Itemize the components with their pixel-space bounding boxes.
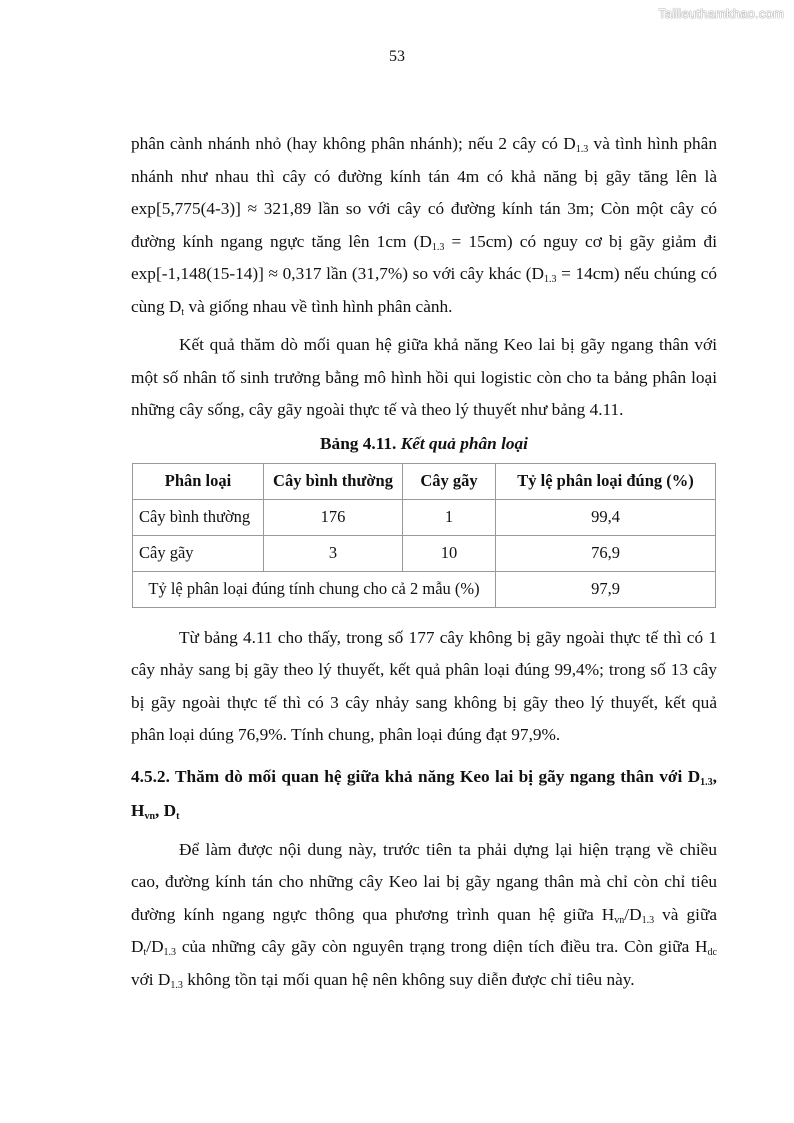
- table-row: [133, 499, 716, 535]
- table-cell: Cây gãy: [133, 535, 264, 571]
- subscript: t: [143, 947, 147, 958]
- text-run: = 14cm) nếu chúng có cùng D: [131, 264, 718, 316]
- page-number: 53: [389, 48, 405, 65]
- subscript: vn: [614, 914, 625, 926]
- paragraph-3: Từ bảng 4.11 cho thấy, trong số 177 cây không bị gãy ngoài thực tế thì có 1 cây nhảy sang bị gãy theo lý thuyết, kết quả phân loại đúng 99,4%; trong số 13 cây bị gãy ngoài thực tế thì có 3 cây nhảy sang không bị gãy theo lý thuyết, kết quả phân loại dúng 76,9%. Tính chung, phân loại đúng đạt 97,9%.: [131, 627, 717, 744]
- classification-table: [132, 463, 716, 608]
- subscript: 1.3: [431, 241, 445, 253]
- table-caption: [131, 431, 717, 457]
- table-cell: 97,9: [496, 571, 716, 607]
- text-run: /D: [146, 937, 164, 956]
- text-run: và giữa D: [131, 904, 717, 956]
- heading-text: 4.5.2. Thăm dò mối quan hệ giữa khả năng Keo lai bị gãy ngang thân với: [131, 766, 688, 786]
- heading-text: H: [131, 800, 145, 820]
- text-run: và tình hình phân nhánh như nhau thì cây có đường kính tán 4m có khả năng bị gãy tăng lên là exp[5,775(4-3)] ≈ 321,89 lần so với cây có đường kính tán 3m; Còn một cây có đường kính ngang ngực tăng lên 1cm (D: [131, 134, 717, 251]
- subscript: 1.3: [700, 776, 713, 788]
- heading-text: D: [687, 766, 701, 786]
- text-run: = 15cm) có nguy cơ bị gãy giảm đi exp[-1,148(15-14)] ≈ 0,317 lần (31,7%) so với cây khác (D: [131, 231, 717, 283]
- table-cell: 176: [264, 499, 403, 535]
- table-cell: 99,4: [496, 499, 716, 535]
- table-total-row: [133, 571, 716, 607]
- text-run: với D: [131, 969, 171, 989]
- text-run: phân cành nhánh nhỏ (hay không phân nhánh); nếu 2 cây có D: [131, 134, 576, 153]
- table-caption-title: Kết quả phân loại: [400, 433, 528, 453]
- subscript: vn: [144, 810, 156, 822]
- header-cell: Tỷ lệ phân loại đúng (%): [496, 463, 716, 499]
- subscript: 1.3: [170, 979, 183, 991]
- watermark: Tailieuthamkhao.com: [658, 6, 784, 21]
- table-cell: Tỷ lệ phân loại đúng tính chung cho cả 2 mẫu (%): [133, 571, 496, 607]
- header-cell: Cây bình thường: [264, 463, 403, 499]
- table-caption-number: Bảng 4.11.: [320, 433, 397, 453]
- table-cell: 10: [403, 535, 496, 571]
- text-run: không tồn tại mối quan hệ nên không suy diễn được chỉ tiêu này.: [182, 969, 635, 989]
- table-cell: 3: [264, 535, 403, 571]
- subscript: dc: [707, 947, 717, 958]
- header-cell: Cây gãy: [403, 463, 496, 499]
- subscript: t: [176, 810, 180, 822]
- subscript: 1.3: [575, 144, 589, 155]
- paragraph-2: Kết quả thăm dò mối quan hệ giữa khả năng Keo lai bị gãy ngang thân với một số nhân tố sinh trưởng bằng mô hình hồi qui logistic còn cho ta bảng phân loại những cây sống, cây gãy ngoài thực tế và theo lý thuyết như bảng 4.11.: [131, 335, 717, 419]
- paragraph-1: [131, 128, 717, 323]
- table-header-row: [133, 463, 716, 499]
- table-cell: 76,9: [496, 535, 716, 571]
- text-run: và giống nhau về tình hình phân cành.: [184, 296, 453, 316]
- subscript: 1.3: [543, 274, 557, 285]
- subscript: 1.3: [163, 947, 177, 958]
- heading-text: D: [163, 800, 177, 820]
- table-cell: 1: [403, 499, 496, 535]
- text-run: /D: [624, 904, 642, 924]
- text-run: của những cây gãy còn nguyên trạng trong diện tích điều tra. Còn giữa H: [176, 937, 708, 956]
- section-heading: 4.5.2. Thăm dò mối quan hệ giữa khả năng Keo lai bị gãy ngang thân với $D_{1.3}$, $H_{vn}$, $D_t$: [131, 766, 717, 822]
- subscript: t: [181, 306, 185, 318]
- page-body: [131, 128, 717, 996]
- paragraph-4: [131, 834, 717, 997]
- text-run: Để làm được nội dung này, trước tiên ta phải dựng lại hiện trạng về chiều cao, đường kính tán cho những cây Keo lai bị gãy ngang thân mà chỉ còn chỉ tiêu đường kính ngang ngực thông qua phương trình quan hệ giữa H: [131, 839, 717, 924]
- table-row: [133, 535, 716, 571]
- subscript: 1.3: [641, 914, 655, 926]
- table-cell: Cây bình thường: [133, 499, 264, 535]
- header-cell: Phân loại: [133, 463, 264, 499]
